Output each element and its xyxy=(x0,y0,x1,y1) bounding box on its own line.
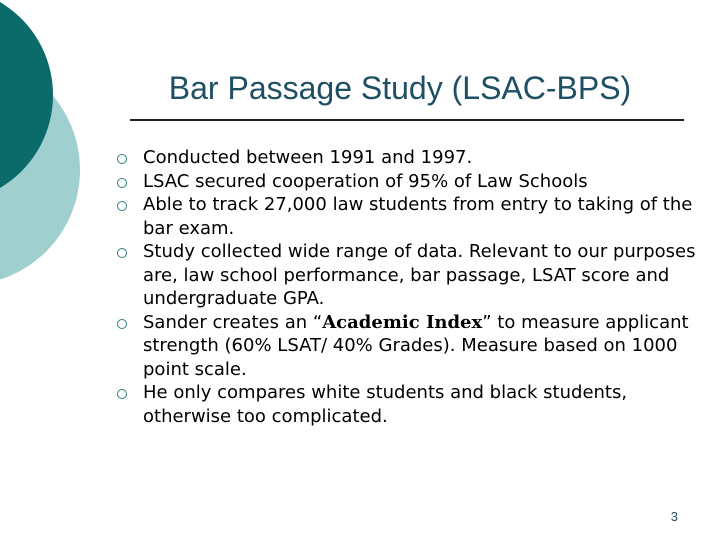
bullet-item xyxy=(116,193,706,240)
hollow-circle-bullet-icon xyxy=(117,201,127,211)
bullet-item xyxy=(116,240,706,311)
bullet-text: Study collected wide range of data. Relevant to our purposes are, law school performance, bar passage, LSAT score and undergraduate GPA. xyxy=(143,241,696,309)
academic-index-emphasis: Academic Index xyxy=(322,311,483,333)
bullet-item xyxy=(116,170,706,194)
bullet-text: Conducted between 1991 and 1997. xyxy=(143,147,473,168)
hollow-circle-bullet-icon xyxy=(117,178,127,188)
bullet-item xyxy=(116,311,706,382)
title-divider xyxy=(130,119,684,121)
hollow-circle-bullet-icon xyxy=(117,154,127,164)
hollow-circle-bullet-icon xyxy=(117,389,127,399)
bullet-text: Able to track 27,000 law students from entry to taking of the bar exam. xyxy=(143,194,693,239)
bullet-text-before: Sander creates an “ xyxy=(143,311,323,333)
hollow-circle-bullet-icon xyxy=(117,319,127,329)
bullet-item xyxy=(116,381,706,428)
decorative-circles xyxy=(0,0,120,300)
bullet-text: LSAC secured cooperation of 95% of Law Schools xyxy=(143,170,588,192)
slide-title: Bar Passage Study (LSAC-BPS) xyxy=(168,70,632,106)
page-number: 3 xyxy=(670,509,678,524)
bullet-text: He only compares white students and black students, otherwise too complicated. xyxy=(143,382,628,427)
hollow-circle-bullet-icon xyxy=(117,248,127,258)
bullet-item xyxy=(116,146,706,170)
bullet-text-after: ” to measure applicant strength (60% LSAT/ 40% Grades). Measure based on 1000 point scale. xyxy=(143,311,689,380)
bullet-list xyxy=(116,146,706,428)
